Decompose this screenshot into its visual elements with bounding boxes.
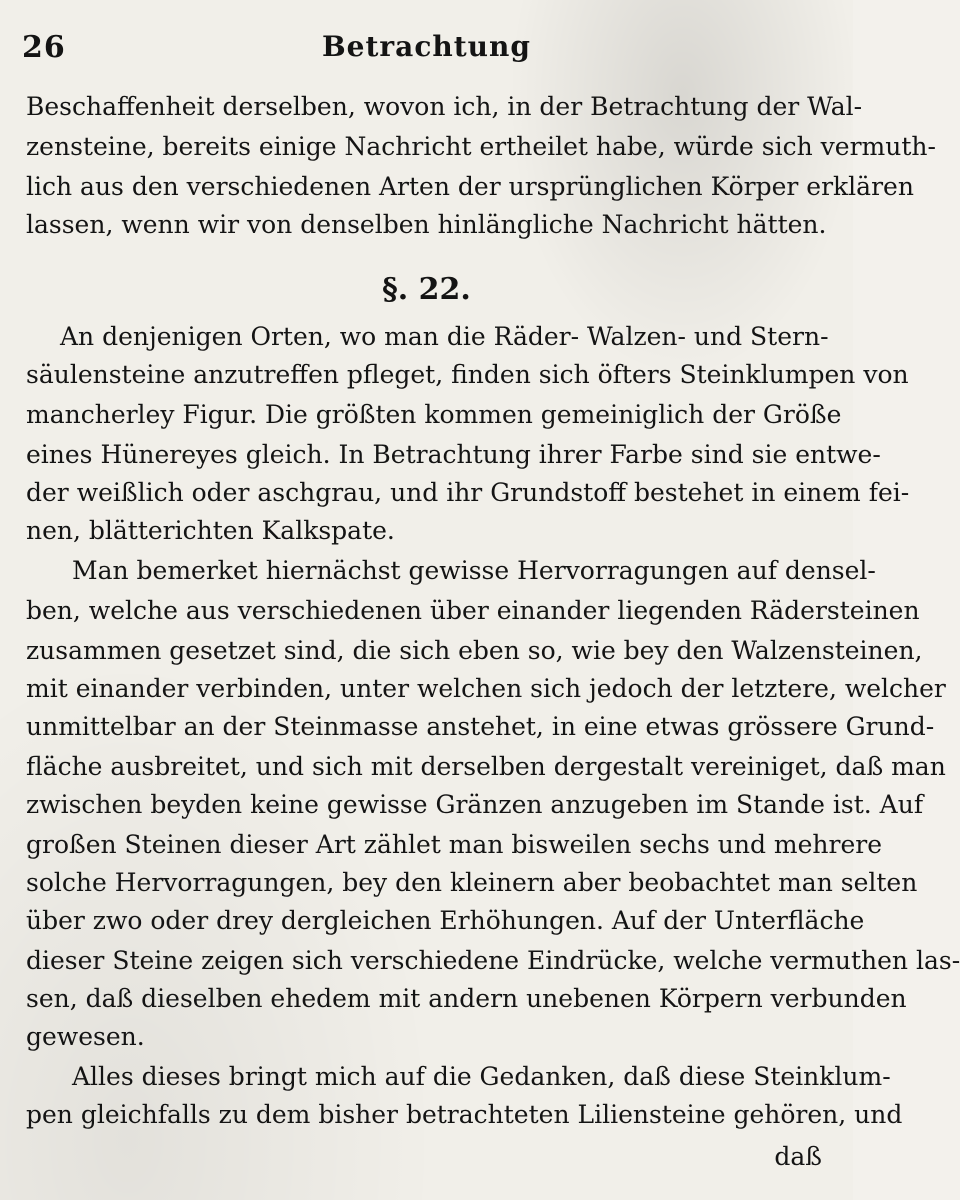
text-line: der weißlich oder aschgrau, und ihr Grundstoff bestehet in einem fei- (26, 478, 910, 507)
text-line: säulensteine anzutreffen pfleget, finden sich öfters Steinklumpen von (26, 360, 909, 389)
text-line: fläche ausbreitet, und sich mit derselben dergestalt vereiniget, daß man (26, 752, 946, 781)
text-line: Man bemerket hiernächst gewisse Hervorragungen auf densel- (72, 556, 876, 585)
text-line: pen gleichfalls zu dem bisher betrachteten Liliensteine gehören, und (26, 1100, 903, 1129)
text-line: gewesen. (26, 1022, 145, 1051)
section-heading: §. 22. (382, 272, 471, 307)
text-line: dieser Steine zeigen sich verschiedene Eindrücke, welche vermuthen las- (26, 946, 960, 975)
text-line: Beschaffenheit derselben, wovon ich, in der Betrachtung der Wal- (26, 92, 863, 121)
text-line: sen, daß dieselben ehedem mit andern unebenen Körpern verbunden (26, 984, 907, 1013)
text-line: eines Hünereyes gleich. In Betrachtung ihrer Farbe sind sie entwe- (26, 440, 881, 469)
text-line: solche Hervorragungen, bey den kleinern aber beobachtet man selten (26, 868, 918, 897)
text-line: Alles dieses bringt mich auf die Gedanken, daß diese Steinklum- (72, 1062, 891, 1091)
text-line: großen Steinen dieser Art zählet man bisweilen sechs und mehrere (26, 830, 882, 859)
text-line: zensteine, bereits einige Nachricht ertheilet habe, würde sich vermuth- (26, 132, 936, 161)
text-line: über zwo oder drey dergleichen Erhöhungen. Auf der Unterfläche (26, 906, 865, 935)
text-line: An denjenigen Orten, wo man die Räder- Walzen- und Stern- (60, 322, 829, 351)
catchword: daß (774, 1142, 822, 1171)
text-line: lich aus den verschiedenen Arten der ursprünglichen Körper erklären (26, 172, 914, 201)
running-title: Betrachtung (322, 30, 531, 63)
text-line: zwischen beyden keine gewisse Gränzen anzugeben im Stande ist. Auf (26, 790, 924, 819)
text-line: mit einander verbinden, unter welchen sich jedoch der letztere, welcher (26, 674, 946, 703)
text-line: ben, welche aus verschiedenen über einander liegenden Rädersteinen (26, 596, 920, 625)
text-line: zusammen gesetzet sind, die sich eben so, wie bey den Walzensteinen, (26, 636, 923, 665)
text-line: nen, blätterichten Kalkspate. (26, 516, 395, 545)
text-line: lassen, wenn wir von denselben hinlängliche Nachricht hätten. (26, 210, 827, 239)
page-number: 26 (22, 30, 66, 65)
text-line: unmittelbar an der Steinmasse anstehet, in eine etwas grössere Grund- (26, 712, 935, 741)
text-line: mancherley Figur. Die größten kommen gemeiniglich der Größe (26, 400, 842, 429)
